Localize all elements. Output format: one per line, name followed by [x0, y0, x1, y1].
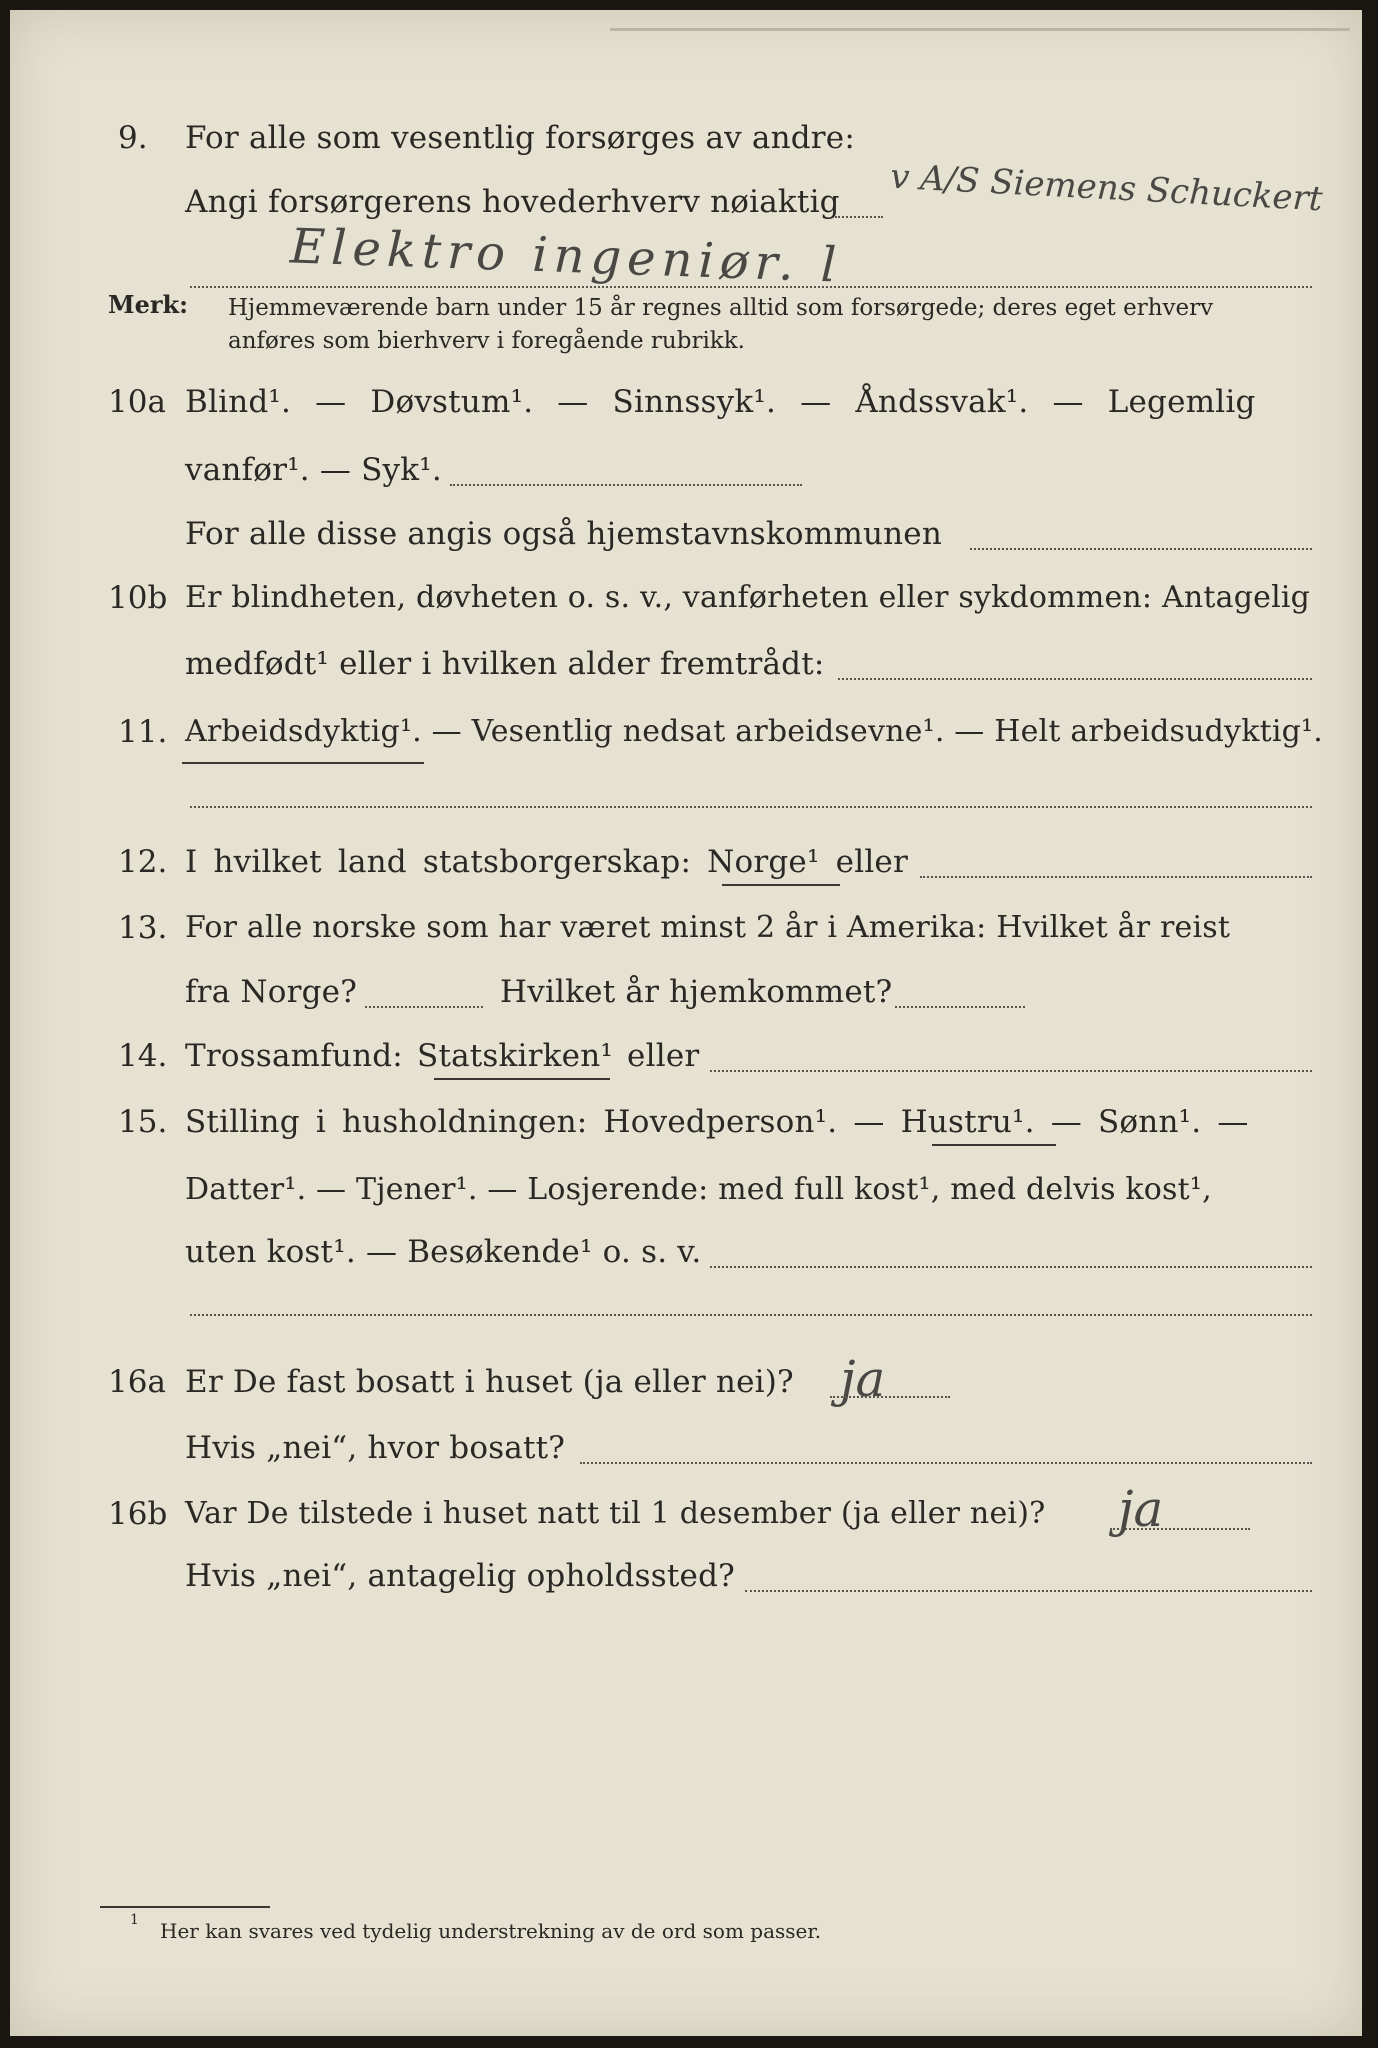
- q9-line-2: Angi forsørgerens hovederhverv nøiaktig: [185, 184, 840, 220]
- q14-underline-statskirken: [434, 1078, 610, 1080]
- page-top-edge: [610, 28, 1350, 31]
- q13-number: 13.: [118, 910, 168, 946]
- q14-number: 14.: [118, 1038, 168, 1074]
- q9-row-2: [10, 156, 1362, 222]
- q16b-line-1: Var De tilstede i huset natt til 1 desember (ja eller nei)?: [185, 1496, 1046, 1531]
- merk-line-2: anføres som bierhverv i foregående rubrikk.: [228, 328, 745, 354]
- q9-answer-line-1: [835, 216, 883, 218]
- q10b-line-1: Er blindheten, døvheten o. s. v., vanførheten eller sykdommen: Antagelig: [185, 580, 1311, 615]
- q15-row-1: [10, 1102, 1362, 1142]
- q13-row-2: [10, 972, 1362, 1012]
- q11-answer-line: [190, 806, 1312, 808]
- q15-row-2: [10, 1170, 1362, 1210]
- q9-handwritten-occupation: Elektro ingeniør. l: [289, 218, 844, 294]
- q10a-line-2: vanfør¹. — Syk¹.: [185, 452, 442, 488]
- q15-line-1: Stilling i husholdningen: Hovedperson¹. — Hustru¹. — Sønn¹. —: [185, 1104, 1249, 1140]
- q16b-answer-line-2: [745, 1590, 1312, 1592]
- q12-answer-line: [920, 876, 1312, 878]
- q9-row-3: [10, 218, 1362, 294]
- q16b-number: 16b: [108, 1496, 168, 1532]
- q16a-line-2: Hvis „nei“, hvor bosatt?: [185, 1430, 566, 1466]
- q12-number: 12.: [118, 844, 168, 880]
- q15-row-3: [10, 1232, 1362, 1272]
- q13-line-1: For alle norske som har været minst 2 år i Amerika: Hvilket år reist: [185, 910, 1231, 945]
- q16a-row-1: [10, 1350, 1362, 1408]
- q16a-handwritten-answer: ja: [840, 1350, 886, 1408]
- footnote-mark: 1: [130, 1912, 139, 1928]
- q16b-row-1: [10, 1480, 1362, 1538]
- q16b-row-2: [10, 1556, 1362, 1596]
- q10b-row-2: [10, 644, 1362, 684]
- q11-row-1: [10, 712, 1362, 752]
- q16a-answer-line-2: [580, 1462, 1312, 1464]
- q15-line-3: uten kost¹. — Besøkende¹ o. s. v.: [185, 1234, 702, 1270]
- q10a-row-3: [10, 514, 1362, 554]
- q9-answer-line-2: [190, 286, 1312, 288]
- q16a-row-2: [10, 1428, 1362, 1468]
- q14-row-1: [10, 1036, 1362, 1076]
- q9-number: 9.: [118, 120, 148, 156]
- q12-line-1: I hvilket land statsborgerskap: Norge¹ eller: [185, 844, 908, 880]
- q16a-answer-line-1: [830, 1396, 950, 1398]
- q10b-number: 10b: [108, 580, 168, 616]
- q11-line-1: Arbeidsdyktig¹. — Vesentlig nedsat arbeidsevne¹. — Helt arbeidsudyktig¹.: [185, 714, 1323, 749]
- merk-label: Merk:: [108, 290, 188, 319]
- q13-line-2b: Hvilket år hjemkommet?: [500, 974, 893, 1010]
- q15-answer-line-2: [190, 1314, 1312, 1316]
- q12-row-1: [10, 842, 1362, 882]
- q9-handwritten-employer: v A/S Siemens Schuckert: [889, 156, 1324, 220]
- q10b-line-2: medfødt¹ eller i hvilken alder fremtrådt:: [185, 646, 825, 682]
- q10a-row-1: [10, 382, 1362, 422]
- q13-line-2a: fra Norge?: [185, 974, 358, 1010]
- q16b-line-2: Hvis „nei“, antagelig opholdssted?: [185, 1558, 735, 1594]
- q13-answer-line-hjemkommet: [895, 1006, 1025, 1008]
- footnote-rule: [100, 1906, 270, 1908]
- q10a-line-1: Blind¹. — Døvstum¹. — Sinnssyk¹. — Åndssvak¹. — Legemlig: [185, 384, 1256, 420]
- q13-row-1: [10, 908, 1362, 948]
- q16a-number: 16a: [108, 1364, 166, 1400]
- q16b-answer-line-1: [1110, 1528, 1250, 1530]
- census-form-page: [10, 10, 1362, 2036]
- q16b-handwritten-answer: ja: [1118, 1480, 1164, 1538]
- q15-underline-hustru: [932, 1144, 1056, 1146]
- q15-answer-line-1: [710, 1266, 1312, 1268]
- q10a-answer-line-1: [450, 484, 802, 486]
- q10a-answer-line-2: [970, 548, 1312, 550]
- q15-line-2: Datter¹. — Tjener¹. — Losjerende: med full kost¹, med delvis kost¹,: [185, 1172, 1212, 1207]
- footnote-text: Her kan svares ved tydelig understrekning av de ord som passer.: [160, 1919, 822, 1943]
- q15-number: 15.: [118, 1104, 168, 1140]
- merk-line-1: Hjemmeværende barn under 15 år regnes alltid som forsørgede; deres eget erhverv: [228, 295, 1214, 321]
- q16a-line-1: Er De fast bosatt i huset (ja eller nei)?: [185, 1364, 794, 1400]
- q10b-answer-line: [838, 678, 1312, 680]
- q13-answer-line-reist: [365, 1006, 483, 1008]
- q14-answer-line: [710, 1070, 1312, 1072]
- q11-number: 11.: [118, 714, 168, 750]
- q10a-number: 10a: [108, 384, 166, 420]
- q12-underline-norge: [722, 884, 840, 886]
- q14-line-1: Trossamfund: Statskirken¹ eller: [185, 1038, 700, 1074]
- q9-row-1: [10, 118, 1362, 158]
- q10a-line-3: For alle disse angis også hjemstavnskommunen: [185, 516, 942, 552]
- q11-underline-arbeidsdyktig: [182, 762, 424, 764]
- q10a-row-2: [10, 450, 1362, 490]
- q9-line-1: For alle som vesentlig forsørges av andre:: [185, 120, 855, 156]
- q10b-row-1: [10, 578, 1362, 618]
